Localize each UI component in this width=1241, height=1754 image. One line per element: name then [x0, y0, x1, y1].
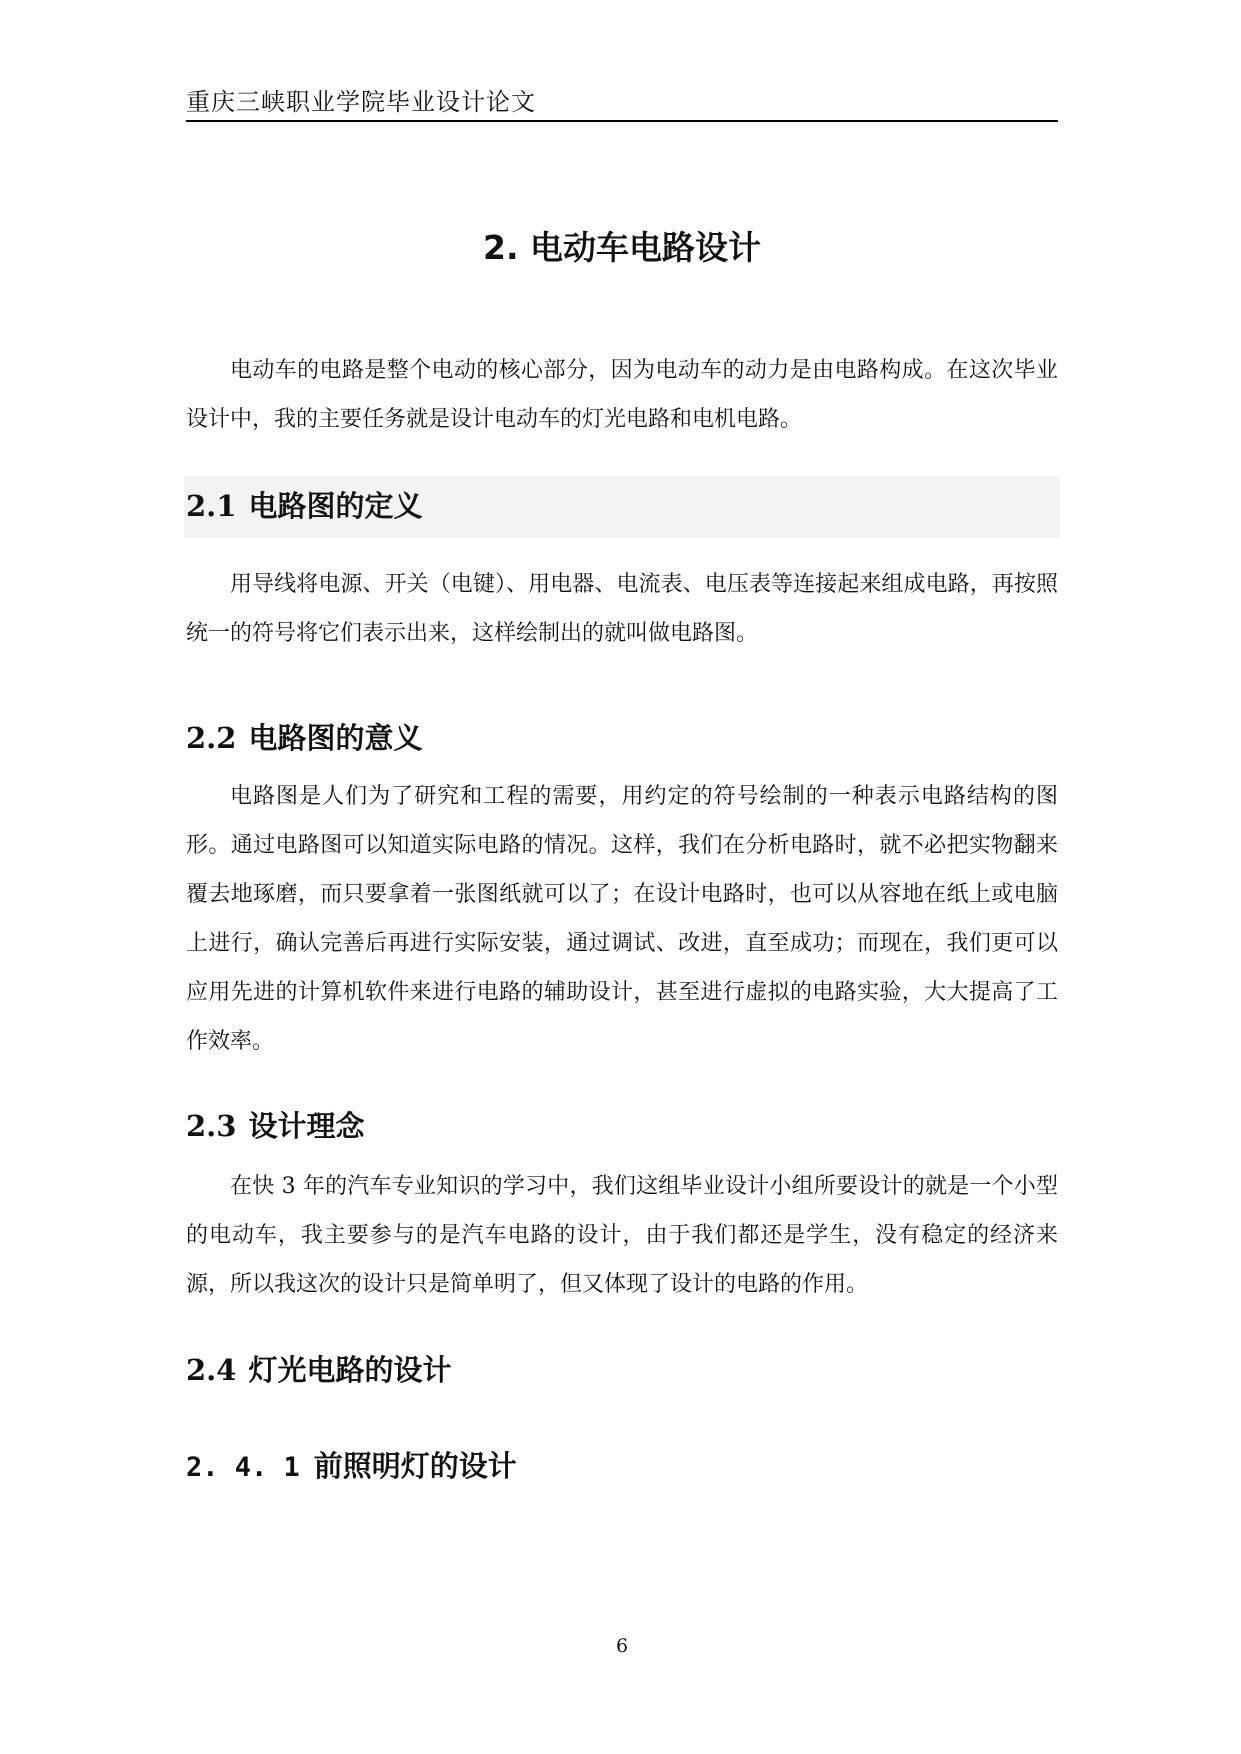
section-number: 2.1 [186, 489, 237, 523]
section-number: 2.2 [186, 721, 237, 755]
subsection-number: 2. 4. 1 [186, 1452, 300, 1483]
section-heading-2-3 [186, 1106, 1058, 1146]
running-header: 重庆三峡职业学院毕业设计论文 [186, 88, 536, 116]
subsection-heading-2-4-1 [186, 1446, 1058, 1488]
section-heading-2-4 [186, 1350, 1058, 1390]
chapter-title: 2. 电动车电路设计 [483, 228, 761, 267]
section-title: 设计理念 [248, 1109, 365, 1143]
subsection-title: 前照明灯的设计 [313, 1449, 517, 1483]
section-title: 电路图的定义 [248, 489, 423, 523]
section-heading-2-2 [186, 718, 1058, 758]
section-2-1-paragraph: 用导线将电源、开关（电键）、用电器、电流表、电压表等连接起来组成电路，再按照统一的符号将它们表示出来，这样绘制出的就叫做电路图。 [186, 572, 1058, 646]
section-2-3-paragraph: 在快 3 年的汽车专业知识的学习中，我们这组毕业设计小组所要设计的就是一个小型的电动车，我主要参与的是汽车电路的设计，由于我们都还是学生，没有稳定的经济来源，所以我这次的设计只是简单明了，但又体现了设计的电路的作用。 [186, 1174, 1058, 1297]
section-number: 2.4 [186, 1353, 237, 1387]
section-title: 电路图的意义 [248, 721, 423, 755]
header-rule [186, 120, 1058, 122]
section-2-2-paragraph: 电路图是人们为了研究和工程的需要，用约定的符号绘制的一种表示电路结构的图形。通过电路图可以知道实际电路的情况。这样，我们在分析电路时，就不必把实物翻来覆去地琢磨，而只要拿着一张图纸就可以了；在设计电路时，也可以从容地在纸上或电脑上进行，确认完善后再进行实际安装，通过调试、改进，直至成功；而现在，我们更可以应用先进的计算机软件来进行电路的辅助设计，甚至进行虚拟的电路实验，大大提高了工作效率。 [186, 784, 1058, 1054]
chapter-intro-paragraph: 电动车的电路是整个电动的核心部分，因为电动车的动力是由电路构成。在这次毕业设计中，我的主要任务就是设计电动车的灯光电路和电机电路。 [186, 358, 1058, 432]
section-number: 2.3 [186, 1109, 237, 1143]
page-number: 6 [615, 1635, 629, 1657]
section-heading-2-1 [186, 486, 1058, 526]
section-title: 灯光电路的设计 [248, 1353, 452, 1387]
